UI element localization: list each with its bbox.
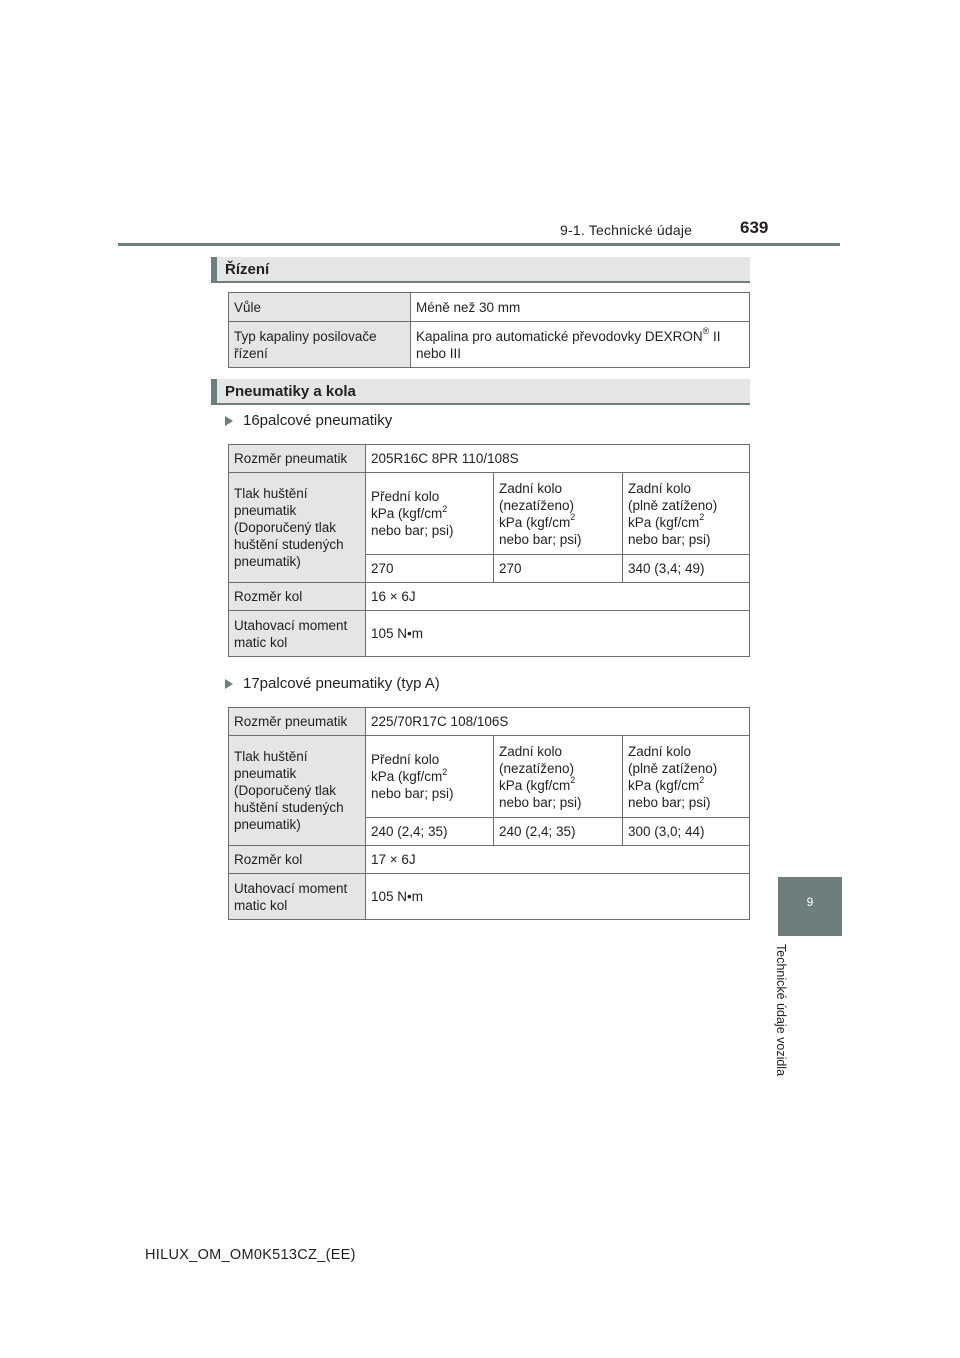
fluid-type-value: Kapalina pro automatické převodovky DEXRON® II nebo III (411, 322, 750, 368)
table-row (229, 874, 750, 920)
table-row (229, 322, 750, 368)
document-code: HILUX_OM_OM0K513CZ_(EE) (145, 1247, 356, 1263)
tire-size-label: Rozměr pneumatik (229, 708, 366, 736)
tire-size-label: Rozměr pneumatik (229, 445, 366, 473)
wheel-size-value: 16 × 6J (366, 583, 750, 611)
front-pressure-value: 270 (366, 555, 494, 583)
table-row (229, 445, 750, 473)
rear-loaded-pressure-value: 340 (3,4; 49) (623, 555, 750, 583)
tire-table-17-inch (228, 707, 750, 920)
play-value: Méně než 30 mm (411, 293, 750, 322)
chapter-tab-label (774, 944, 806, 1100)
tire-size-value: 225/70R17C 108/106S (366, 708, 750, 736)
tire-pressure-label: Tlak huštění pneumatik (Doporučený tlak huštění studených pneumatik) (229, 473, 366, 583)
tire-size-value: 205R16C 8PR 110/108S (366, 445, 750, 473)
table-row (229, 708, 750, 736)
steering-table (228, 292, 750, 368)
chapter-tab: 9 (778, 877, 842, 936)
torque-value: 105 N•m (366, 611, 750, 657)
play-label: Vůle (229, 293, 411, 322)
torque-label: Utahovací moment matic kol (229, 874, 366, 920)
wheel-size-value: 17 × 6J (366, 846, 750, 874)
torque-value: 105 N•m (366, 874, 750, 920)
header-rule (118, 243, 840, 246)
triangle-bullet-icon (225, 416, 233, 426)
tire-pressure-label: Tlak huštění pneumatik (Doporučený tlak huštění studených pneumatik) (229, 736, 366, 846)
front-wheel-header: Přední kolo kPa ($kgf/cm^2$ nebo bar; psi) (366, 736, 494, 818)
table-row (229, 293, 750, 322)
subheading-17-inch: 17palcové pneumatiky (typ A) (225, 675, 440, 692)
triangle-bullet-icon (225, 679, 233, 689)
table-row (229, 583, 750, 611)
fluid-type-label: Typ kapaliny posilovače řízení (229, 322, 411, 368)
front-wheel-header: Přední kolo kPa ($kgf/cm^2$ nebo bar; psi) (366, 473, 494, 555)
table-row (229, 473, 750, 555)
wheel-size-label: Rozměr kol (229, 846, 366, 874)
rear-loaded-header: Zadní kolo (plně zatíženo) kPa ($kgf/cm^2$ nebo bar; psi) (623, 473, 750, 555)
subheading-16-inch: 16palcové pneumatiky (225, 412, 392, 429)
torque-label: Utahovací moment matic kol (229, 611, 366, 657)
front-pressure-value: 240 (2,4; 35) (366, 818, 494, 846)
section-heading-tires: Pneumatiky a kola (211, 379, 750, 405)
rear-unloaded-header: Zadní kolo (nezatíženo) kPa ($kgf/cm^2$ nebo bar; psi) (494, 473, 623, 555)
wheel-size-label: Rozměr kol (229, 583, 366, 611)
table-row (229, 846, 750, 874)
rear-unloaded-pressure-value: 270 (494, 555, 623, 583)
running-header-section: 9-1. Technické údaje (560, 222, 693, 238)
page-number: 639 (740, 218, 769, 237)
chapter-tab-label-text: Technické údaje vozidla (774, 944, 788, 1077)
table-row (229, 611, 750, 657)
rear-loaded-header: Zadní kolo (plně zatíženo) kPa ($kgf/cm^2$ nebo bar; psi) (623, 736, 750, 818)
rear-loaded-pressure-value: 300 (3,0; 44) (623, 818, 750, 846)
tire-table-16-inch (228, 444, 750, 657)
section-heading-steering: Řízení (211, 257, 750, 283)
table-row (229, 736, 750, 818)
rear-unloaded-pressure-value: 240 (2,4; 35) (494, 818, 623, 846)
rear-unloaded-header: Zadní kolo (nezatíženo) kPa ($kgf/cm^2$ nebo bar; psi) (494, 736, 623, 818)
